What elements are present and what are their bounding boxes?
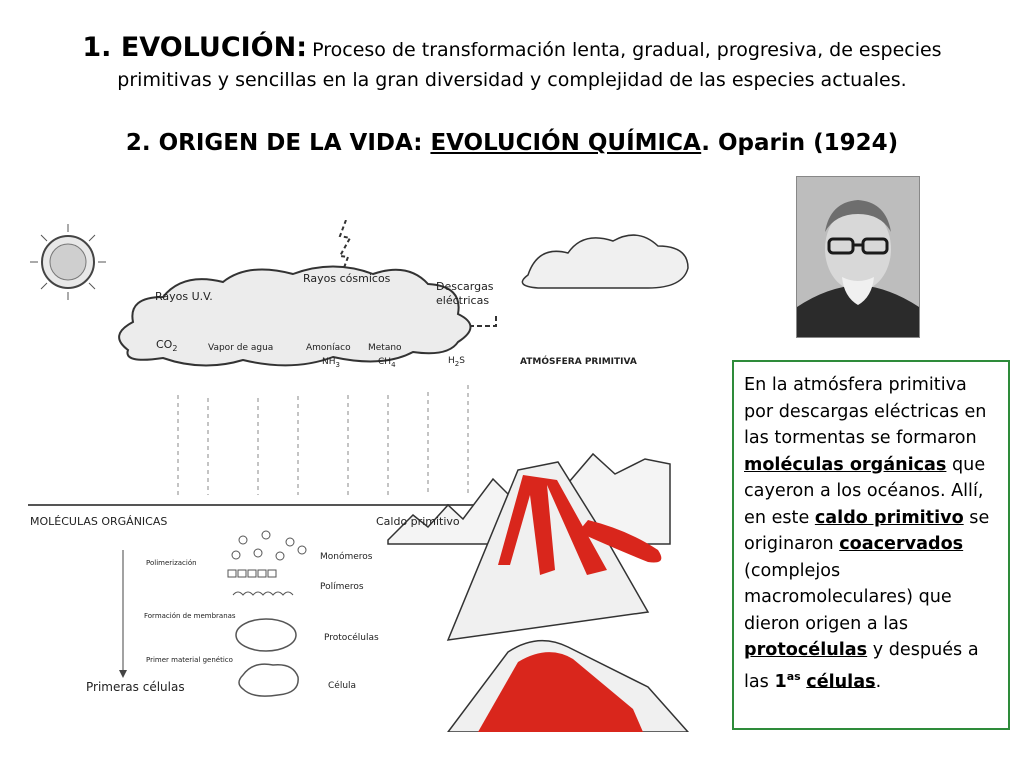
label-monomeros: Monómeros xyxy=(320,552,373,562)
label-protocelulas: Protocélulas xyxy=(324,633,379,643)
term-moleculas-organicas: moléculas orgánicas xyxy=(744,454,947,475)
label-co2-sub: 2 xyxy=(172,344,178,353)
lightning-icon xyxy=(340,220,350,273)
label-h2s xyxy=(448,356,465,368)
label-atmosfera: ATMÓSFERA PRIMITIVA xyxy=(520,357,637,367)
ordinal-number: 1 xyxy=(774,671,787,692)
text-part-3: que cayeron a los océanos. Allí, en este xyxy=(744,454,986,528)
rain-lines xyxy=(178,385,468,495)
label-moleculas: MOLÉCULAS ORGÁNICAS xyxy=(30,515,168,528)
label-caldo: Caldo primitivo xyxy=(376,515,460,528)
label-descargas-1: Descargas xyxy=(436,280,494,293)
explanation-box xyxy=(732,360,1010,730)
label-polimerizacion: Polimerización xyxy=(146,559,197,567)
label-rayos-cosmicos: Rayos cósmicos xyxy=(303,272,391,285)
text-period: . xyxy=(875,671,882,692)
label-metano: Metano xyxy=(368,343,402,353)
label-ch4-sub: 4 xyxy=(391,361,396,369)
definition-evolution xyxy=(0,33,1024,94)
term-caldo-primitivo: caldo primitivo xyxy=(814,507,964,528)
text-part-7: (complejos macromoleculares) que dieron origen a las xyxy=(744,560,952,634)
definition-text-2: primitivas y sencillas en la gran diversidad y complejidad de las especies actuales. xyxy=(117,69,907,91)
label-h2s-base: H xyxy=(448,356,455,366)
label-celula: Célula xyxy=(328,681,357,691)
label-material: Primer material genético xyxy=(146,656,233,664)
label-ch4-base: CH xyxy=(378,357,392,367)
heading-origen xyxy=(0,128,1024,158)
label-rayos-uv: Rayos U.V. xyxy=(155,290,213,303)
chemical-evolution-diagram xyxy=(28,220,710,732)
label-membranas: Formación de membranas xyxy=(144,612,236,620)
definition-text-1: Proceso de transformación lenta, gradual, progresiva, de especies xyxy=(312,39,942,61)
label-polimeros: Polímeros xyxy=(320,582,364,592)
ordinal-suffix: as xyxy=(786,669,801,683)
cell-shape xyxy=(239,664,298,696)
evolution-arrow-head xyxy=(119,670,127,678)
text-part-1: En la atmósfera primitiva por descargas eléctricas en las tormentas se formaron xyxy=(744,375,987,448)
term-coacervados: coacervados xyxy=(839,534,964,554)
text-part-5: se originaron xyxy=(744,507,990,554)
label-co2-base: CO xyxy=(156,338,173,351)
label-primeras: Primeras células xyxy=(86,680,185,694)
label-amoniaco: Amoníaco xyxy=(306,343,351,353)
text-part-9: y después a las xyxy=(744,640,979,692)
label-descargas-2: eléctricas xyxy=(436,294,490,307)
label-nh3-sub: 3 xyxy=(335,361,340,369)
diagram-svg xyxy=(28,220,710,732)
heading-evolucion-quimica: EVOLUCIÓN QUÍMICA xyxy=(430,130,702,156)
cloud-top-right xyxy=(522,235,688,288)
label-vapor: Vapor de agua xyxy=(208,343,274,353)
sun-icon xyxy=(30,224,106,300)
term-celulas: células xyxy=(806,671,876,692)
label-h2s-sub: 2 xyxy=(454,360,460,368)
label-nh3-base: NH xyxy=(322,357,336,367)
polymer-chains xyxy=(228,570,293,595)
heading-origen-pre: 2. ORIGEN DE LA VIDA: xyxy=(125,130,423,156)
portrait-photo xyxy=(796,176,920,338)
monomer-shapes xyxy=(232,531,306,560)
label-h2s-s: S xyxy=(459,356,465,366)
term-protocelulas: protocélulas xyxy=(744,640,868,660)
portrait-svg xyxy=(797,177,919,337)
heading-evolucion: 1. EVOLUCIÓN: xyxy=(82,32,308,63)
heading-origen-post: . Oparin (1924) xyxy=(701,130,899,156)
protocell-shape xyxy=(236,619,296,651)
